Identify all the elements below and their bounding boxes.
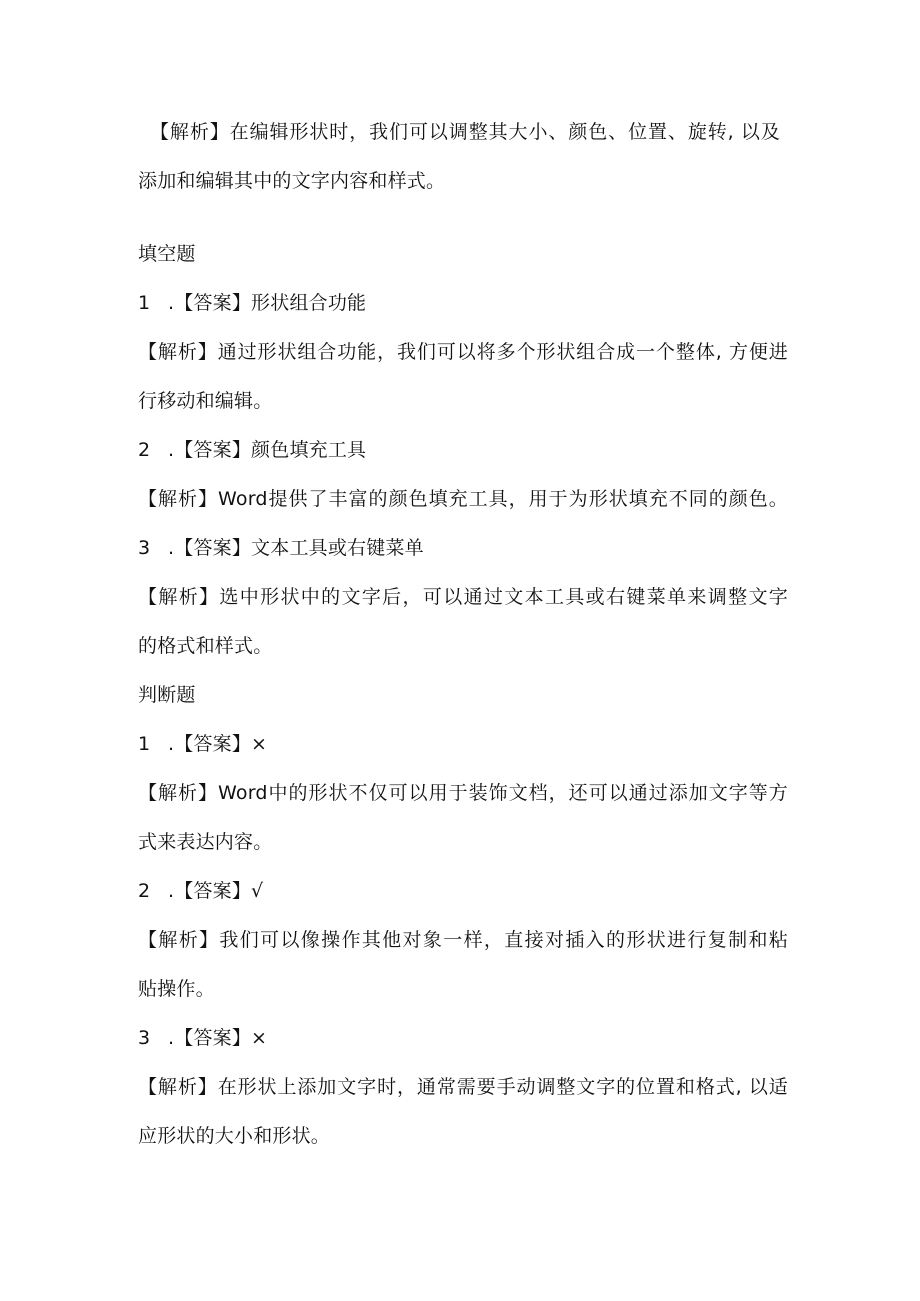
judgment-analysis-3-line-1: 【解析】在形状上添加文字时，通常需要手动调整文字的位置和格式, 以适 [138,1076,788,1098]
judgment-answer-1 [138,732,788,756]
judgment-analysis-1-line-1: 【解析】Word中的形状不仅可以用于装饰文档，还可以通过添加文字等方 [138,782,788,804]
answer-text: .【答案】形状组合功能 [168,292,367,314]
judgment-answer-2 [138,879,788,903]
fill-blank-answer-1 [138,291,788,315]
answer-text: .【答案】文本工具或右键菜单 [168,537,424,559]
fill-blank-heading: 填空题 [138,243,196,265]
answer-text: .【答案】× [168,733,268,755]
fill-blank-analysis-1-line-1: 【解析】通过形状组合功能，我们可以将多个形状组合成一个整体, 方便进 [138,341,788,363]
answer-text: .【答案】× [168,1027,268,1049]
item-number: 1 [138,292,151,314]
item-number: 3 [138,1027,151,1049]
fill-blank-analysis-3-line-1: 【解析】选中形状中的文字后，可以通过文本工具或右键菜单来调整文字 [138,586,788,608]
judgment-analysis-1-line-2: 式来表达内容。 [138,831,273,853]
answer-text: .【答案】√ [168,880,264,902]
judgment-analysis-3-line-2: 应形状的大小和形状。 [138,1125,331,1147]
fill-blank-analysis-3-line-2: 的格式和样式。 [138,635,273,657]
fill-blank-analysis-1-line-2: 行移动和编辑。 [138,390,273,412]
fill-blank-answer-2 [138,438,788,462]
fill-blank-analysis-2-line-1: 【解析】Word提供了丰富的颜色填充工具，用于为形状填充不同的颜色。 [138,488,788,510]
item-number: 1 [138,733,151,755]
answer-text: .【答案】颜色填充工具 [168,439,367,461]
intro-analysis-line-1: 【解析】在编辑形状时，我们可以调整其大小、颜色、位置、旋转, 以及 [150,121,780,143]
judgment-analysis-2-line-2: 贴操作。 [138,978,215,1000]
judgment-analysis-2-line-1: 【解析】我们可以像操作其他对象一样，直接对插入的形状进行复制和粘 [138,929,788,951]
fill-blank-answer-3 [138,536,788,560]
item-number: 2 [138,880,151,902]
intro-analysis-line-2: 添加和编辑其中的文字内容和样式。 [138,170,446,192]
item-number: 3 [138,537,151,559]
item-number: 2 [138,439,151,461]
judgment-heading: 判断题 [138,684,196,706]
judgment-answer-3 [138,1026,788,1050]
